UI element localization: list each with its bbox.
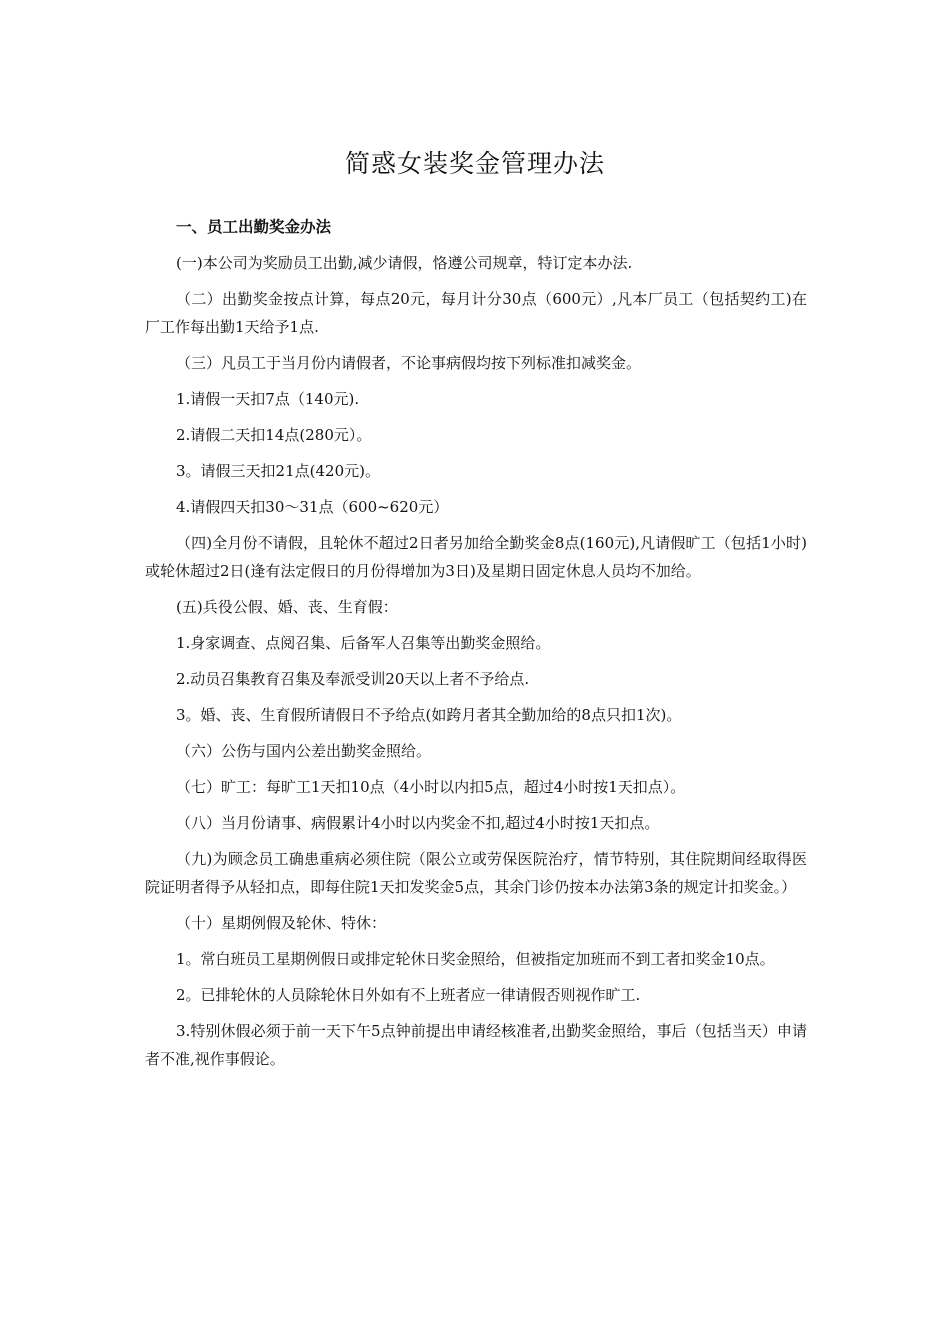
paragraph-20: 3.特别休假必须于前一天下午5点钟前提出申请经核准者,出勤奖金照给，事后（包括当天）申请者不准,视作事假论。	[145, 1022, 807, 1068]
paragraph-16: （九)为顾念员工确患重病必须住院（限公立或劳保医院治疗，情节特别，其住院期间经取得医院证明者得予从轻扣点，即每住院1天扣发奖金5点，其余门诊仍按本办法第3条的规定计扣奖金。）	[145, 850, 807, 896]
paragraph-7: 4.请假四天扣30～31点（600~620元）	[176, 498, 449, 516]
paragraph-5: 2.请假二天扣14点(280元）。	[176, 426, 372, 444]
paragraph-15: （八）当月份请事、病假累计4小时以内奖金不扣,超过4小时按1天扣点。	[176, 814, 660, 832]
paragraph-9: (五)兵役公假、婚、丧、生育假：	[176, 598, 398, 616]
paragraph-3: （三）凡员工于当月份内请假者，不论事病假均按下列标准扣减奖金。	[176, 354, 642, 372]
document-title: 简惑女装奖金管理办法	[344, 149, 605, 178]
paragraph-13: （六）公伤与国内公差出勤奖金照给。	[176, 742, 432, 760]
paragraph-19: 2。已排轮休的人员除轮休日外如有不上班者应一律请假否则视作旷工.	[176, 986, 641, 1004]
paragraph-1: (一)本公司为奖励员工出勤,减少请假，恪遵公司规章，特订定本办法.	[176, 254, 633, 272]
paragraph-6: 3。请假三天扣21点(420元)。	[176, 462, 380, 480]
section-heading: 一、员工出勤奖金办法	[176, 218, 332, 236]
paragraph-8: （四)全月份不请假，且轮休不超过2日者另加给全勤奖金8点(160元),凡请假旷工（包括1小时)或轮休超过2日(逢有法定假日的月份得增加为3日)及星期日固定休息人员均不加给。	[145, 534, 807, 580]
paragraph-10: 1.身家调查、点阅召集、后备军人召集等出勤奖金照给。	[176, 634, 551, 652]
paragraph-12: 3。婚、丧、生育假所请假日不予给点(如跨月者其全勤加给的8点只扣1次)。	[176, 706, 682, 724]
document-body	[145, 213, 807, 1081]
paragraph-18: 1。常白班员工星期例假日或排定轮休日奖金照给，但被指定加班而不到工者扣奖金10点。	[176, 950, 775, 968]
paragraph-14: （七）旷工：每旷工1天扣10点（4小时以内扣5点，超过4小时按1天扣点）。	[176, 778, 686, 796]
paragraph-17: （十）星期例假及轮休、特休：	[176, 914, 387, 932]
paragraph-4: 1.请假一天扣7点（140元).	[176, 390, 360, 408]
paragraph-11: 2.动员召集教育召集及奉派受训20天以上者不予给点.	[176, 670, 530, 688]
paragraph-2: （二）出勤奖金按点计算，每点20元，每月计分30点（600元）,凡本厂员工（包括契约工)在厂工作每出勤1天给予1点.	[145, 290, 807, 336]
